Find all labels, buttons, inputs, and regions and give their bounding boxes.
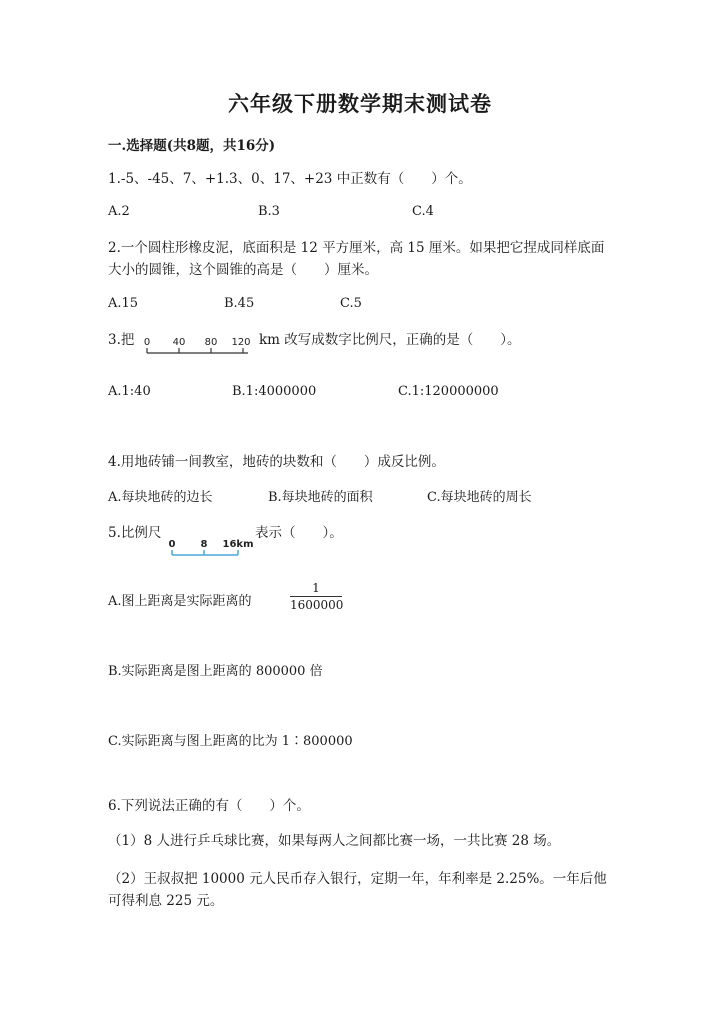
- q3-option-c: C.1:120000000: [398, 384, 499, 399]
- q5-tick-label: 0: [168, 539, 176, 550]
- q5-tick-label: 8: [200, 539, 208, 550]
- q5-fraction-denominator: 1600000: [290, 598, 344, 612]
- q6-statement-2: （2）王叔叔把 10000 元人民币存入银行，定期一年，年利率是 2.25%。一年后他可得利息 225 元。: [108, 871, 607, 909]
- question-3-prefix: 3.把: [108, 332, 135, 348]
- q5-option-c: C.实际距离与图上距离的比为 1∶800000: [108, 734, 353, 749]
- q4-option-a: A.每块地砖的边长: [108, 490, 213, 505]
- question-2: 2.一个圆柱形橡皮泥，底面积是 12 平方厘米，高 15 厘米。如果把它捏成同样底面大小的圆锥，这个圆锥的高是（ ）厘米。: [108, 240, 605, 278]
- section-heading: 一.选择题(共8题，共16分): [108, 138, 276, 154]
- question-4: 4.用地砖铺一间教室，地砖的块数和（ ）成反比例。: [108, 454, 445, 470]
- q4-option-c: C.每块地砖的周长: [427, 490, 532, 505]
- q3-option-b: B.1:4000000: [232, 384, 317, 399]
- q5-fraction: [290, 581, 342, 612]
- q2-option-a: A.15: [108, 296, 139, 311]
- q5-option-a: A.图上距离是实际距离的: [108, 594, 252, 609]
- q1-option-c: C.4: [412, 204, 434, 219]
- question-6: 6.下列说法正确的有（ ）个。: [108, 798, 310, 814]
- q2-option-b: B.45: [224, 296, 255, 311]
- q3-tick-label: 0: [143, 337, 151, 348]
- q1-option-b: B.3: [258, 204, 280, 219]
- q2-option-c: C.5: [340, 296, 362, 311]
- q3-tick-label: 120: [231, 337, 251, 348]
- q4-option-b: B.每块地砖的面积: [268, 490, 373, 505]
- question-5-prefix: 5.比例尺: [108, 525, 162, 541]
- q3-scale-bar: [142, 336, 254, 356]
- q5-scale-bar: [166, 536, 254, 558]
- question-3-suffix: km 改写成数字比例尺，正确的是（ ）。: [259, 332, 521, 348]
- question-1: 1.-5、-45、7、+1.3、0、17、+23 中正数有（ ）个。: [108, 171, 472, 187]
- q1-option-a: A.2: [108, 204, 130, 219]
- q5-fraction-numerator: 1: [312, 581, 320, 595]
- question-5-suffix: 表示（ ）。: [255, 525, 343, 541]
- q5-tick-label: 16km: [222, 539, 254, 550]
- q6-statement-1: （1）8 人进行乒乓球比赛，如果每两人之间都比赛一场，一共比赛 28 场。: [108, 833, 561, 849]
- q5-option-b: B.实际距离是图上距离的 800000 倍: [108, 664, 323, 679]
- q3-option-a: A.1:40: [108, 384, 151, 399]
- page-title: 六年级下册数学期末测试卷: [228, 91, 492, 116]
- q3-tick-label: 80: [204, 337, 218, 348]
- fraction-bar: [290, 596, 342, 597]
- q3-tick-label: 40: [172, 337, 186, 348]
